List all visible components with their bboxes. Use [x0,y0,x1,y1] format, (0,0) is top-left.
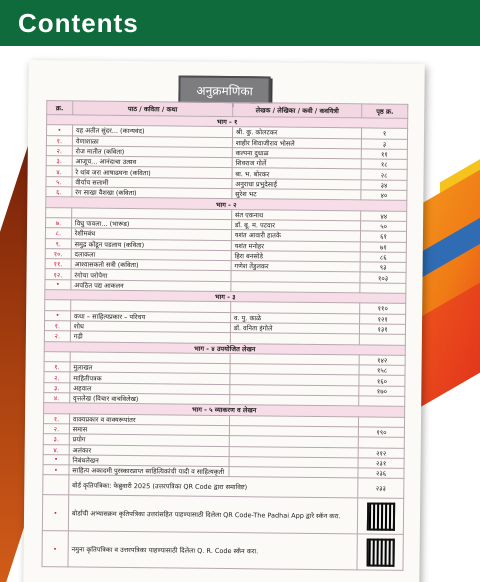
row-page-number [359,417,405,428]
row-lesson-title: शोध [70,321,230,333]
row-number: १. [43,413,69,424]
row-number: १. [44,362,70,373]
row-author: संत एकनाथ [231,209,360,221]
row-author: गणेश तेंडुलकर [231,261,360,273]
row-author: श्री. कु. कोलटकर [232,127,361,139]
row-lesson-title: वृत्तलेख (विचार वाचविलेख) [70,393,230,405]
row-number: • [42,495,68,531]
row-lesson-title: रंग साखा वैशखा (कविता) [72,187,232,199]
qr-row [42,531,403,571]
row-page-number: १४२ [359,355,405,366]
row-author: व. पु. काळे [230,312,359,324]
row-lesson-title: गढी [70,331,230,343]
contents-table [41,100,408,571]
row-page-number: ४४ [361,211,407,222]
row-number [43,475,69,495]
row-lesson-title: रोज मातीत (कविता) [72,146,232,158]
row-page-number: १६० [359,375,405,386]
row-page-number: ६१ [361,231,407,242]
row-author: हिरा बनसोडे [231,250,360,262]
row-author: शिवराज गोर्ले [232,158,361,170]
row-number [45,300,71,311]
column-header-author: लेखक / लेखिका / कवी / कवयित्री [233,103,362,118]
row-number: ४. [43,444,69,455]
document-title: अनुक्रमणिका [178,76,271,106]
row-page-number: १७० [359,386,405,397]
row-page-number: ४० [361,190,407,201]
row-number: ४. [46,166,72,177]
row-number: २. [43,424,69,435]
contents-page [23,60,425,582]
row-lesson-title: कथा – साहित्यप्रकार – परिचय [70,311,230,323]
row-lesson-title: यह अतीत सुंदर... (कान्यवंद) [72,125,232,137]
row-number: १०. [45,248,71,259]
row-lesson-title: रेशीमबंध [71,228,231,240]
row-page-number: ११० [360,303,406,314]
row-page-number: ३ [362,139,408,150]
row-lesson-title: निबंधलेखन [69,455,229,467]
row-number: ५. [46,176,72,187]
row-number: २. [46,146,72,157]
header-title: Contents [18,8,139,38]
row-lesson-title: अहवाल [70,383,230,395]
row-page-number: १३१ [360,324,406,335]
row-lesson-title: दलाकला [71,249,231,261]
row-author: बा. भ. बोरकर [232,168,361,180]
row-number: • [45,310,71,321]
row-number: ३. [46,156,72,167]
board-paper-page: २३३ [358,478,404,498]
row-lesson-title: विधु पावला... (भारूड) [71,218,231,230]
qr-code-icon[interactable] [366,502,394,530]
section-heading: भाग - १ [47,115,408,129]
row-number: २. [44,331,70,342]
row-author: सुरेश भट [232,189,361,201]
row-number: ११. [45,259,71,270]
row-page-number [358,437,404,448]
row-page-number: ११ [361,149,407,160]
row-author: डॉ. बू. म. पटवार [231,220,360,232]
row-page-number: १ [362,128,408,139]
row-lesson-title: अपठित पद्य आकलन [71,280,231,292]
row-lesson-title: अलंकार [69,444,229,456]
row-lesson-title: समुद्र कोंडून पडलाय (कविता) [71,238,231,250]
section-heading: भाग - २ [46,197,407,211]
row-page-number: ७१ [360,241,406,252]
row-number [46,207,72,218]
board-paper-title: बोर्ड कृतिपत्रिका: फेब्रुवारी 2025 (उत्तरपत्रिका QR Code द्वारा समाविष्ट) [69,475,359,498]
row-number [44,351,70,362]
row-number: ६. [46,187,72,198]
qr-cell [357,534,403,570]
row-page-number [360,283,406,294]
qr-row [42,495,403,535]
page-header [0,0,480,46]
row-lesson-title: रे थांब जरा आषाढघना (कविता) [72,166,232,178]
row-number: ८. [45,228,71,239]
row-lesson-title: आश्वासकतो सत्री (कविता) [71,259,231,271]
qr-instruction: नमुना कृतिपत्रिका व उत्तरपत्रिका पाहण्यासाठी दिलेला Q. R. Code स्कॅन करा. [68,531,358,570]
section-heading: भाग - ३ [45,290,406,304]
row-lesson-title: माहितीपत्रक [70,372,230,384]
row-author: यशंत आवारी हातके [231,230,360,242]
qr-instruction: बोर्डाची अभ्यासक्रम कृतिपत्रिका उत्तरांसहित पाहण्यासाठी दिलेला QR Code-The Padhai App द्वारे स्कॅन करा. [68,495,358,534]
row-lesson-title: साहित्य अकादमी पुरस्कारप्राप्त साहित्यिकांची यादी व साहित्यकृती [69,465,229,477]
row-number: ९. [45,238,71,249]
qr-cell [357,498,403,534]
column-header-lesson: पाठ / कविता / कथा [73,101,233,117]
row-author: कल्पना दुधाळ [232,147,361,159]
row-lesson-title: रंगोचा परोपेगा [71,269,231,281]
row-number: • [42,531,68,567]
row-number: ३. [44,382,70,393]
row-lesson-title: येणाशाळा [72,135,232,147]
qr-code-icon[interactable] [366,538,394,566]
row-number: ३. [43,434,69,445]
row-lesson-title: वीर्याच सलामी [72,177,232,189]
row-author: अनुराधा प्रभुदेसाई [232,178,361,190]
row-page-number [359,334,405,345]
row-number: • [43,454,69,465]
row-lesson-title: प्रयोग [69,434,229,446]
row-number: २. [44,372,70,383]
row-lesson-title: आजूच... आनंदाचा उत्सव [72,156,232,168]
row-number: १. [46,135,72,146]
row-number: • [46,125,72,136]
row-author: यशंत मनोहर [231,240,360,252]
row-page-number: ९३ [360,262,406,273]
row-number: ४. [44,393,70,404]
contents-table-body [42,115,408,571]
row-page-number: २१२ [358,447,404,458]
row-lesson-title: मुलाखत [70,362,230,374]
row-page-number: १९० [359,427,405,438]
row-page-number: ५० [361,221,407,232]
row-page-number: १८ [361,159,407,170]
row-page-number: २३१ [358,458,404,469]
row-page-number: २८ [361,169,407,180]
row-page-number: १५८ [359,365,405,376]
row-number: ७. [46,218,72,229]
row-number: १२. [45,269,71,280]
section-heading: भाग - ४ उपयोजित लेखन [44,341,405,355]
row-author: शाहीर शिवाजीराव भोसले [232,137,361,149]
row-page-number: १२१ [360,314,406,325]
column-header-page: पृष्ठ क्र. [362,104,408,118]
row-lesson-title: समास [69,424,229,436]
section-heading: भाग - ५ व्याकरण व लेखन [44,403,405,417]
row-page-number: १०३ [360,272,406,283]
row-number: • [45,279,71,290]
column-header-number: क्र. [47,101,73,115]
row-page-number: २३६ [358,468,404,479]
row-number: १. [44,321,70,332]
row-author: डॉ. वनिता इंगोले [230,323,359,335]
row-page-number: ३४ [361,180,407,191]
row-number: • [43,465,69,476]
row-lesson-title: वाक्यप्रकार व वाक्यरूपांतर [69,413,229,425]
row-page-number [359,396,405,407]
row-page-number: ८६ [360,252,406,263]
